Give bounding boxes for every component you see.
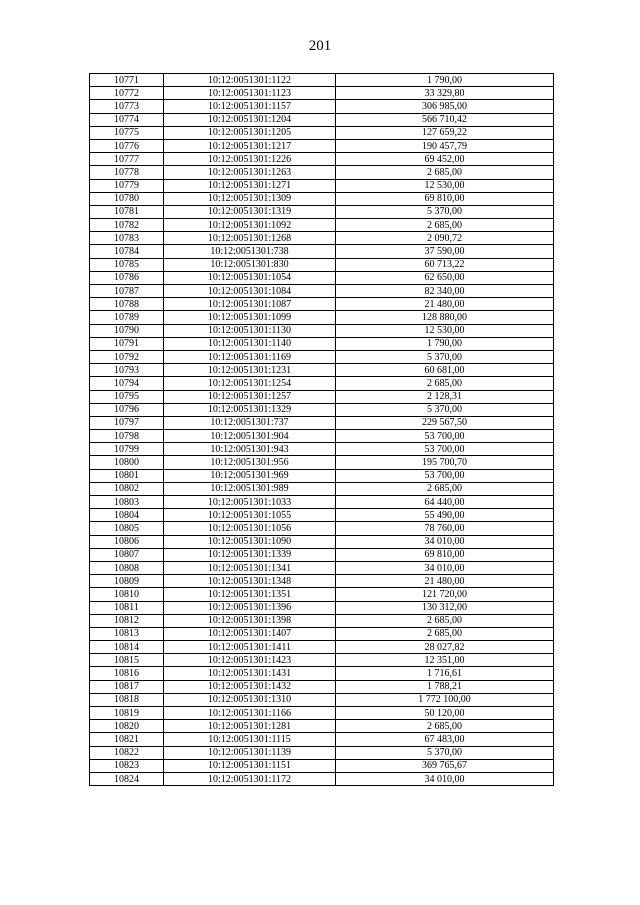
cadastral-number-cell: 10:12:0051301:738 xyxy=(164,245,336,258)
row-number-cell: 10785 xyxy=(90,258,164,271)
amount-cell: 5 370,00 xyxy=(336,746,554,759)
table-row xyxy=(90,219,554,232)
amount-cell: 2 685,00 xyxy=(336,482,554,495)
table-row xyxy=(90,139,554,152)
table-row xyxy=(90,324,554,337)
cadastral-number-cell: 10:12:0051301:1268 xyxy=(164,232,336,245)
row-number-cell: 10803 xyxy=(90,496,164,509)
row-number-cell: 10793 xyxy=(90,364,164,377)
row-number-cell: 10821 xyxy=(90,733,164,746)
table-row xyxy=(90,641,554,654)
row-number-cell: 10804 xyxy=(90,509,164,522)
amount-cell: 12 351,00 xyxy=(336,654,554,667)
cadastral-number-cell: 10:12:0051301:1231 xyxy=(164,364,336,377)
amount-cell: 21 480,00 xyxy=(336,298,554,311)
table-row xyxy=(90,575,554,588)
row-number-cell: 10779 xyxy=(90,179,164,192)
cadastral-number-cell: 10:12:0051301:1281 xyxy=(164,720,336,733)
table-row xyxy=(90,561,554,574)
cadastral-number-cell: 10:12:0051301:1087 xyxy=(164,298,336,311)
table-row xyxy=(90,337,554,350)
amount-cell: 306 985,00 xyxy=(336,100,554,113)
amount-cell: 2 685,00 xyxy=(336,166,554,179)
table-row xyxy=(90,522,554,535)
row-number-cell: 10792 xyxy=(90,350,164,363)
table-row xyxy=(90,153,554,166)
amount-cell: 34 010,00 xyxy=(336,772,554,785)
cadastral-number-cell: 10:12:0051301:1217 xyxy=(164,139,336,152)
amount-cell: 229 567,50 xyxy=(336,416,554,429)
amount-cell: 67 483,00 xyxy=(336,733,554,746)
amount-cell: 69 810,00 xyxy=(336,192,554,205)
table-row xyxy=(90,667,554,680)
table-row xyxy=(90,179,554,192)
row-number-cell: 10794 xyxy=(90,377,164,390)
cadastral-number-cell: 10:12:0051301:1130 xyxy=(164,324,336,337)
table-row xyxy=(90,390,554,403)
row-number-cell: 10801 xyxy=(90,469,164,482)
table-row xyxy=(90,469,554,482)
amount-cell: 69 810,00 xyxy=(336,548,554,561)
amount-cell: 37 590,00 xyxy=(336,245,554,258)
row-number-cell: 10772 xyxy=(90,87,164,100)
cadastral-number-cell: 10:12:0051301:1033 xyxy=(164,496,336,509)
cadastral-number-cell: 10:12:0051301:1115 xyxy=(164,733,336,746)
amount-cell: 2 685,00 xyxy=(336,614,554,627)
row-number-cell: 10775 xyxy=(90,126,164,139)
cadastral-number-cell: 10:12:0051301:1396 xyxy=(164,601,336,614)
row-number-cell: 10807 xyxy=(90,548,164,561)
row-number-cell: 10778 xyxy=(90,166,164,179)
row-number-cell: 10817 xyxy=(90,680,164,693)
table-row xyxy=(90,285,554,298)
table-row xyxy=(90,87,554,100)
row-number-cell: 10780 xyxy=(90,192,164,205)
cadastral-number-cell: 10:12:0051301:956 xyxy=(164,456,336,469)
cadastral-number-cell: 10:12:0051301:830 xyxy=(164,258,336,271)
cadastral-number-cell: 10:12:0051301:1351 xyxy=(164,588,336,601)
table-row xyxy=(90,364,554,377)
row-number-cell: 10823 xyxy=(90,759,164,772)
cadastral-number-cell: 10:12:0051301:1099 xyxy=(164,311,336,324)
table-row xyxy=(90,627,554,640)
table-row xyxy=(90,496,554,509)
amount-cell: 1 772 100,00 xyxy=(336,693,554,706)
cadastral-number-cell: 10:12:0051301:1204 xyxy=(164,113,336,126)
table-row xyxy=(90,614,554,627)
row-number-cell: 10782 xyxy=(90,219,164,232)
table-row xyxy=(90,733,554,746)
table-row xyxy=(90,746,554,759)
page-number: 201 xyxy=(308,38,332,54)
cadastral-number-cell: 10:12:0051301:1151 xyxy=(164,759,336,772)
table-row xyxy=(90,720,554,733)
table-row xyxy=(90,588,554,601)
table-row xyxy=(90,258,554,271)
row-number-cell: 10783 xyxy=(90,232,164,245)
row-number-cell: 10811 xyxy=(90,601,164,614)
row-number-cell: 10822 xyxy=(90,746,164,759)
amount-cell: 5 370,00 xyxy=(336,403,554,416)
row-number-cell: 10797 xyxy=(90,416,164,429)
row-number-cell: 10773 xyxy=(90,100,164,113)
row-number-cell: 10776 xyxy=(90,139,164,152)
amount-cell: 60 681,00 xyxy=(336,364,554,377)
row-number-cell: 10791 xyxy=(90,337,164,350)
amount-cell: 34 010,00 xyxy=(336,561,554,574)
amount-cell: 2 128,31 xyxy=(336,390,554,403)
cadastral-number-cell: 10:12:0051301:904 xyxy=(164,430,336,443)
table-row xyxy=(90,205,554,218)
amount-cell: 195 700,70 xyxy=(336,456,554,469)
amount-cell: 21 480,00 xyxy=(336,575,554,588)
amount-cell: 62 650,00 xyxy=(336,271,554,284)
cadastral-number-cell: 10:12:0051301:1055 xyxy=(164,509,336,522)
amount-cell: 2 685,00 xyxy=(336,219,554,232)
table-row xyxy=(90,192,554,205)
amount-cell: 190 457,79 xyxy=(336,139,554,152)
row-number-cell: 10774 xyxy=(90,113,164,126)
table-row xyxy=(90,403,554,416)
amount-cell: 50 120,00 xyxy=(336,707,554,720)
amount-cell: 1 790,00 xyxy=(336,337,554,350)
cadastral-number-cell: 10:12:0051301:1341 xyxy=(164,561,336,574)
table-row xyxy=(90,482,554,495)
amount-cell: 78 760,00 xyxy=(336,522,554,535)
cadastral-number-cell: 10:12:0051301:1319 xyxy=(164,205,336,218)
cadastral-number-cell: 10:12:0051301:1310 xyxy=(164,693,336,706)
table-row xyxy=(90,298,554,311)
amount-cell: 53 700,00 xyxy=(336,469,554,482)
row-number-cell: 10795 xyxy=(90,390,164,403)
table-row xyxy=(90,126,554,139)
amount-cell: 127 659,22 xyxy=(336,126,554,139)
cadastral-number-cell: 10:12:0051301:1407 xyxy=(164,627,336,640)
table-row xyxy=(90,601,554,614)
amount-cell: 130 312,00 xyxy=(336,601,554,614)
cadastral-number-cell: 10:12:0051301:1348 xyxy=(164,575,336,588)
table-row xyxy=(90,759,554,772)
cadastral-number-cell: 10:12:0051301:1423 xyxy=(164,654,336,667)
cadastral-number-cell: 10:12:0051301:1309 xyxy=(164,192,336,205)
row-number-cell: 10798 xyxy=(90,430,164,443)
row-number-cell: 10810 xyxy=(90,588,164,601)
amount-cell: 369 765,67 xyxy=(336,759,554,772)
amount-cell: 33 329,80 xyxy=(336,87,554,100)
row-number-cell: 10820 xyxy=(90,720,164,733)
table-row xyxy=(90,166,554,179)
row-number-cell: 10808 xyxy=(90,561,164,574)
cadastral-number-cell: 10:12:0051301:1205 xyxy=(164,126,336,139)
row-number-cell: 10771 xyxy=(90,74,164,87)
table-row xyxy=(90,430,554,443)
cadastral-number-cell: 10:12:0051301:1123 xyxy=(164,87,336,100)
table-row xyxy=(90,693,554,706)
amount-cell: 69 452,00 xyxy=(336,153,554,166)
table-row xyxy=(90,548,554,561)
amount-cell: 28 027,82 xyxy=(336,641,554,654)
amount-cell: 5 370,00 xyxy=(336,205,554,218)
amount-cell: 53 700,00 xyxy=(336,443,554,456)
amount-cell: 5 370,00 xyxy=(336,350,554,363)
cadastral-number-cell: 10:12:0051301:1084 xyxy=(164,285,336,298)
cadastral-number-cell: 10:12:0051301:943 xyxy=(164,443,336,456)
amount-cell: 2 685,00 xyxy=(336,377,554,390)
amount-cell: 82 340,00 xyxy=(336,285,554,298)
amount-cell: 2 685,00 xyxy=(336,720,554,733)
amount-cell: 60 713,22 xyxy=(336,258,554,271)
table-row xyxy=(90,654,554,667)
row-number-cell: 10786 xyxy=(90,271,164,284)
cadastral-number-cell: 10:12:0051301:1092 xyxy=(164,219,336,232)
row-number-cell: 10813 xyxy=(90,627,164,640)
cadastral-number-cell: 10:12:0051301:1169 xyxy=(164,350,336,363)
registry-table-body xyxy=(90,74,554,786)
cadastral-number-cell: 10:12:0051301:1254 xyxy=(164,377,336,390)
amount-cell: 2 685,00 xyxy=(336,627,554,640)
row-number-cell: 10805 xyxy=(90,522,164,535)
cadastral-number-cell: 10:12:0051301:1122 xyxy=(164,74,336,87)
row-number-cell: 10800 xyxy=(90,456,164,469)
amount-cell: 64 440,00 xyxy=(336,496,554,509)
amount-cell: 12 530,00 xyxy=(336,324,554,337)
cadastral-number-cell: 10:12:0051301:989 xyxy=(164,482,336,495)
amount-cell: 1 716,61 xyxy=(336,667,554,680)
row-number-cell: 10790 xyxy=(90,324,164,337)
table-row xyxy=(90,535,554,548)
cadastral-number-cell: 10:12:0051301:1090 xyxy=(164,535,336,548)
amount-cell: 12 530,00 xyxy=(336,179,554,192)
cadastral-number-cell: 10:12:0051301:1172 xyxy=(164,772,336,785)
table-row xyxy=(90,311,554,324)
row-number-cell: 10788 xyxy=(90,298,164,311)
table-row xyxy=(90,680,554,693)
row-number-cell: 10824 xyxy=(90,772,164,785)
cadastral-number-cell: 10:12:0051301:1139 xyxy=(164,746,336,759)
row-number-cell: 10781 xyxy=(90,205,164,218)
table-row xyxy=(90,456,554,469)
row-number-cell: 10796 xyxy=(90,403,164,416)
row-number-cell: 10784 xyxy=(90,245,164,258)
cadastral-number-cell: 10:12:0051301:1140 xyxy=(164,337,336,350)
cadastral-number-cell: 10:12:0051301:1339 xyxy=(164,548,336,561)
amount-cell: 34 010,00 xyxy=(336,535,554,548)
amount-cell: 121 720,00 xyxy=(336,588,554,601)
row-number-cell: 10789 xyxy=(90,311,164,324)
table-row xyxy=(90,232,554,245)
amount-cell: 1 788,21 xyxy=(336,680,554,693)
registry-table xyxy=(89,73,554,786)
cadastral-number-cell: 10:12:0051301:1257 xyxy=(164,390,336,403)
table-row xyxy=(90,509,554,522)
cadastral-number-cell: 10:12:0051301:1226 xyxy=(164,153,336,166)
row-number-cell: 10787 xyxy=(90,285,164,298)
row-number-cell: 10799 xyxy=(90,443,164,456)
row-number-cell: 10812 xyxy=(90,614,164,627)
cadastral-number-cell: 10:12:0051301:1166 xyxy=(164,707,336,720)
amount-cell: 53 700,00 xyxy=(336,430,554,443)
cadastral-number-cell: 10:12:0051301:1271 xyxy=(164,179,336,192)
table-row xyxy=(90,245,554,258)
row-number-cell: 10809 xyxy=(90,575,164,588)
table-row xyxy=(90,100,554,113)
cadastral-number-cell: 10:12:0051301:1263 xyxy=(164,166,336,179)
table-row xyxy=(90,113,554,126)
cadastral-number-cell: 10:12:0051301:969 xyxy=(164,469,336,482)
table-row xyxy=(90,350,554,363)
table-row xyxy=(90,443,554,456)
cadastral-number-cell: 10:12:0051301:737 xyxy=(164,416,336,429)
amount-cell: 566 710,42 xyxy=(336,113,554,126)
row-number-cell: 10802 xyxy=(90,482,164,495)
cadastral-number-cell: 10:12:0051301:1329 xyxy=(164,403,336,416)
row-number-cell: 10814 xyxy=(90,641,164,654)
amount-cell: 128 880,00 xyxy=(336,311,554,324)
row-number-cell: 10819 xyxy=(90,707,164,720)
amount-cell: 55 490,00 xyxy=(336,509,554,522)
row-number-cell: 10818 xyxy=(90,693,164,706)
amount-cell: 2 090,72 xyxy=(336,232,554,245)
cadastral-number-cell: 10:12:0051301:1411 xyxy=(164,641,336,654)
table-row xyxy=(90,74,554,87)
table-row xyxy=(90,707,554,720)
cadastral-number-cell: 10:12:0051301:1157 xyxy=(164,100,336,113)
cadastral-number-cell: 10:12:0051301:1431 xyxy=(164,667,336,680)
row-number-cell: 10777 xyxy=(90,153,164,166)
cadastral-number-cell: 10:12:0051301:1054 xyxy=(164,271,336,284)
table-row xyxy=(90,377,554,390)
row-number-cell: 10815 xyxy=(90,654,164,667)
table-row xyxy=(90,772,554,785)
cadastral-number-cell: 10:12:0051301:1398 xyxy=(164,614,336,627)
table-row xyxy=(90,271,554,284)
table-row xyxy=(90,416,554,429)
cadastral-number-cell: 10:12:0051301:1056 xyxy=(164,522,336,535)
row-number-cell: 10816 xyxy=(90,667,164,680)
row-number-cell: 10806 xyxy=(90,535,164,548)
cadastral-number-cell: 10:12:0051301:1432 xyxy=(164,680,336,693)
amount-cell: 1 790,00 xyxy=(336,74,554,87)
